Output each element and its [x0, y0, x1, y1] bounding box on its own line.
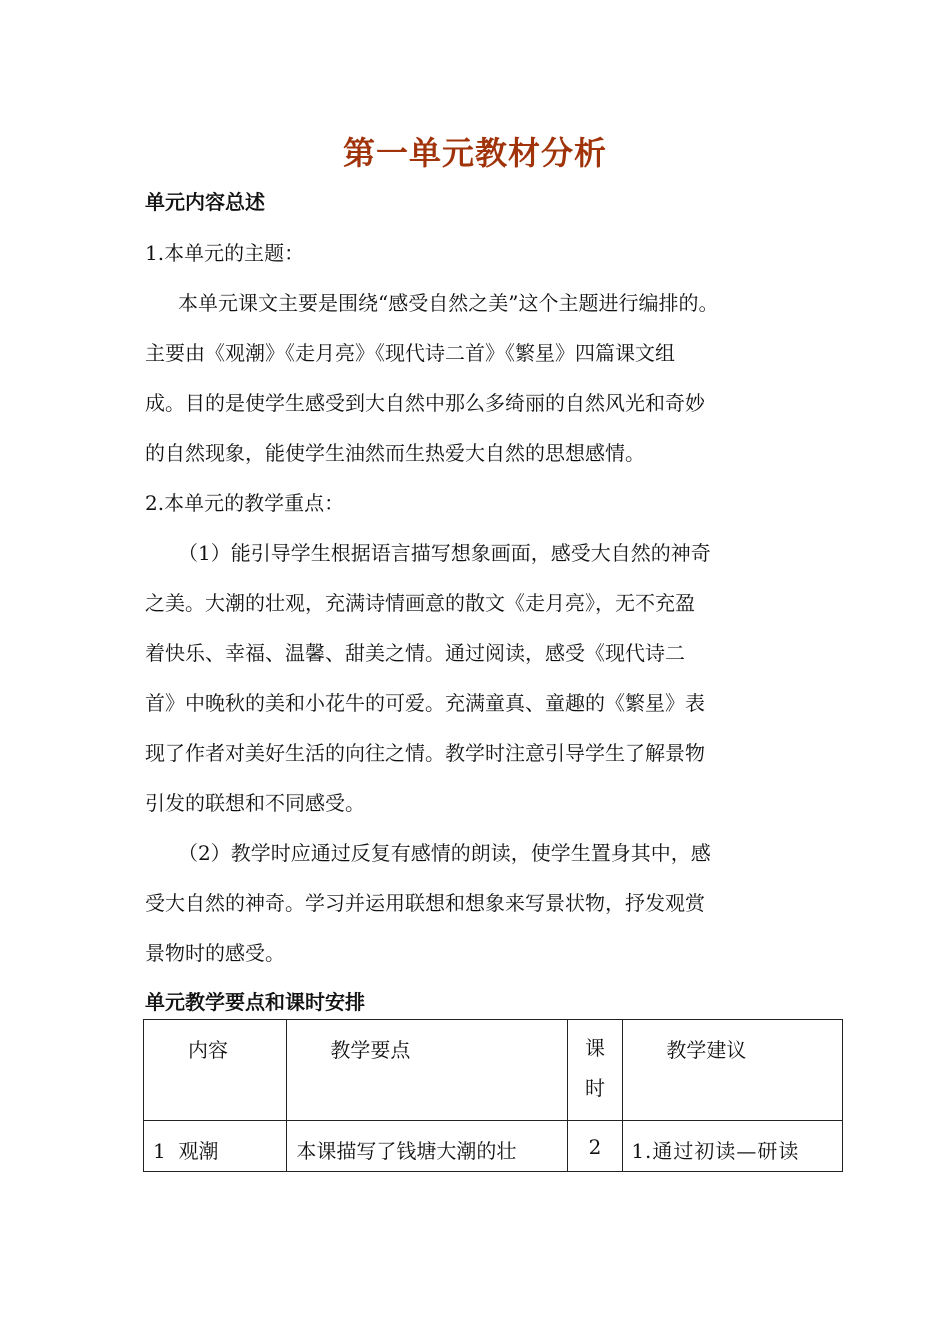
table-header-row: [144, 1020, 843, 1121]
page-title: 第一单元教材分析: [342, 134, 607, 172]
paragraph-line: （1）能引导学生根据语言描写想象画面，感受大自然的神奇: [178, 541, 711, 565]
item1-label: 1.本单元的主题：: [145, 241, 305, 265]
header-cell-suggestion: [623, 1020, 843, 1121]
header-points-label: 教学要点: [330, 1038, 411, 1062]
paragraph-line: 引发的联想和不同感受。: [145, 791, 365, 815]
schedule-table: [143, 1019, 843, 1172]
paragraph-line: 的自然现象，能使学生油然而生热爱大自然的思想感情。: [145, 441, 645, 465]
row-suggestion-cell: [623, 1121, 843, 1172]
paragraph-line: 现了作者对美好生活的向往之情。教学时注意引导学生了解景物: [145, 741, 705, 765]
table-row: [144, 1121, 843, 1172]
paragraph-line: 景物时的感受。: [145, 941, 285, 965]
row-suggestion: 1.通过初读—研读: [631, 1139, 800, 1163]
header-hours-label-1: 课: [584, 1036, 605, 1060]
section-heading-schedule: 单元教学要点和课时安排: [145, 990, 365, 1014]
row-points-cell: [287, 1121, 567, 1172]
item2-label: 2.本单元的教学重点：: [145, 491, 345, 515]
header-cell-points: [287, 1020, 567, 1121]
row-hours: 2: [588, 1135, 602, 1159]
header-cell-hours: [567, 1020, 623, 1121]
row-content: 1 观潮: [153, 1139, 219, 1163]
header-hours-label-2: 时: [584, 1076, 605, 1100]
paragraph-line: 着快乐、幸福、温馨、甜美之情。通过阅读，感受《现代诗二: [145, 641, 685, 665]
paragraph-line: 受大自然的神奇。学习并运用联想和想象来写景状物，抒发观赏: [145, 891, 705, 915]
header-content-label: 内容: [188, 1038, 228, 1062]
paragraph-line: 主要由《观潮》《走月亮》《现代诗二首》《繁星》四篇课文组: [145, 341, 675, 365]
row-points: 本课描写了钱塘大潮的壮: [296, 1139, 517, 1163]
section-heading-overview: 单元内容总述: [145, 190, 265, 214]
paragraph-line: 之美。大潮的壮观，充满诗情画意的散文《走月亮》，无不充盈: [145, 591, 695, 615]
row-content-cell: [144, 1121, 287, 1172]
paragraph-line: 成。目的是使学生感受到大自然中那么多绮丽的自然风光和奇妙: [145, 391, 705, 415]
header-cell-content: [144, 1020, 287, 1121]
row-hours-cell: [567, 1121, 623, 1172]
paragraph-line: 本单元课文主要是围绕“感受自然之美”这个主题进行编排的。: [178, 291, 719, 315]
header-suggestion-label: 教学建议: [666, 1038, 747, 1062]
paragraph-line: 首》中晚秋的美和小花牛的可爱。充满童真、童趣的《繁星》表: [145, 691, 705, 715]
paragraph-line: （2）教学时应通过反复有感情的朗读，使学生置身其中，感: [178, 841, 711, 865]
